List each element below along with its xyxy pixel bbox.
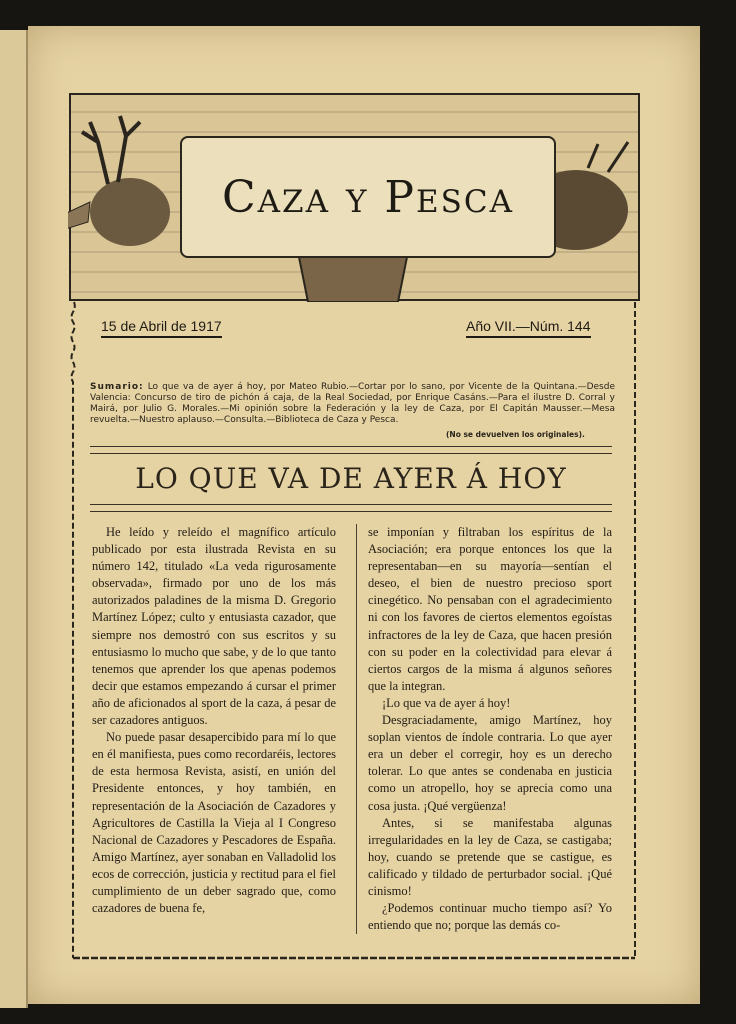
summary-label: Sumario: bbox=[90, 382, 144, 392]
magazine-page bbox=[28, 26, 700, 1004]
previous-page-edge bbox=[0, 30, 28, 1008]
article-paragraph: No puede pasar desapercibido para mí lo que en él manifiesta, pues como recordaréis, lectores de esta hermosa Revista, asistí, en unión del Presidente entonces, y hoy también, en representación de la Asociación de Cazadores y Agricultores de Castilla la Vieja al I Congreso Nacional de Cazadores y Pescadores de España. Amigo Martínez, ayer sonaban en Valladolid los ecos de corrección, justicia y rectitud para el fiel cumplimiento de un deber sagrado que, como cazadores de buena fe, bbox=[92, 730, 336, 916]
article-column-left bbox=[92, 524, 336, 917]
article-column-right bbox=[368, 524, 612, 934]
article-paragraph: ¿Podemos continuar mucho tiempo así? Yo entiendo que no; porque las demás co- bbox=[368, 901, 612, 933]
masthead-title-panel bbox=[180, 136, 556, 258]
article-title: LO QUE VA DE AYER Á HOY bbox=[135, 462, 567, 495]
issue-number: Año VII.—Núm. 144 bbox=[466, 318, 591, 338]
originals-note: (No se devuelven los originales). bbox=[446, 430, 585, 439]
article-paragraph: ¡Lo que va de ayer á hoy! bbox=[382, 695, 511, 710]
game-bag-icon bbox=[298, 252, 408, 302]
article-paragraph: se imponían y filtraban los espíritus de la Asociación; era porque entonces los que la representaban—en su mayoría—sentían el deseo, el bien de nuestro precioso sport cinegético. No pensaban con el agradecimiento ni con los favores de ciertos elementos egoístas infractores de la ley de Caza, que hacen presión con su poder en la colectividad para elevar á ciertos cargos de la misma á algunos señores que la integran. bbox=[368, 525, 612, 693]
article-paragraph: Antes, si se manifestaba algunas irregularidades en la ley de Caza, se castigaba; hoy, cuando se pretende que se castigue, es calificado y tildado de perturbador social. ¡Qué cinismo! bbox=[368, 815, 612, 898]
column-divider bbox=[356, 524, 357, 934]
title-rule-bottom bbox=[90, 504, 612, 512]
article-paragraph: He leído y releído el magnífico artículo publicado por esta ilustrada Revista en su número 142, titulado «La veda rigurosamente observada», firmado por uno de los más autorizados paladines de la misma D. Gregorio Martínez López; culto y entusiasta cazador, que siempre nos demostró con sus escritos y su entusiasmo lo mucho que sabe, y de lo que tanto tenemos que aprender los que apenas podemos decir que estamos empezando á cursar el primer año de aficionados al sport de la caza, á pesar de ser cazadores antiguos. bbox=[92, 525, 336, 728]
masthead-title: Caza y Pesca bbox=[222, 171, 514, 223]
summary-block bbox=[90, 382, 615, 426]
title-rule-top bbox=[90, 446, 612, 454]
issue-date: 15 de Abril de 1917 bbox=[101, 318, 222, 338]
article-paragraph: Desgraciadamente, amigo Martínez, hoy soplan vientos de índole contraria. Lo que ayer era un deber el corregir, hoy es un derecho tolerar. Lo que antes se condenaba en justicia como un atropello, hoy se aprecia como una cosa justa. ¡Qué vergüenza! bbox=[368, 713, 612, 813]
summary-text: Lo que va de ayer á hoy, por Mateo Rubio.—Cortar por lo sano, por Vicente de la Quintana.—Desde Valencia: Concurso de tiro de pichón á caja, de la Real Sociedad, por Enrique Casáns.—Para el ilustre D. Corral y Mairá, por Julio G. Morales.—Mi opinión sobre la Federación y la ley de Caza, por El Capitán Mausser.—Mesa revuelta.—Nuestro aplauso.—Consulta.—Biblioteca de Caza y Pesca. bbox=[90, 382, 615, 425]
